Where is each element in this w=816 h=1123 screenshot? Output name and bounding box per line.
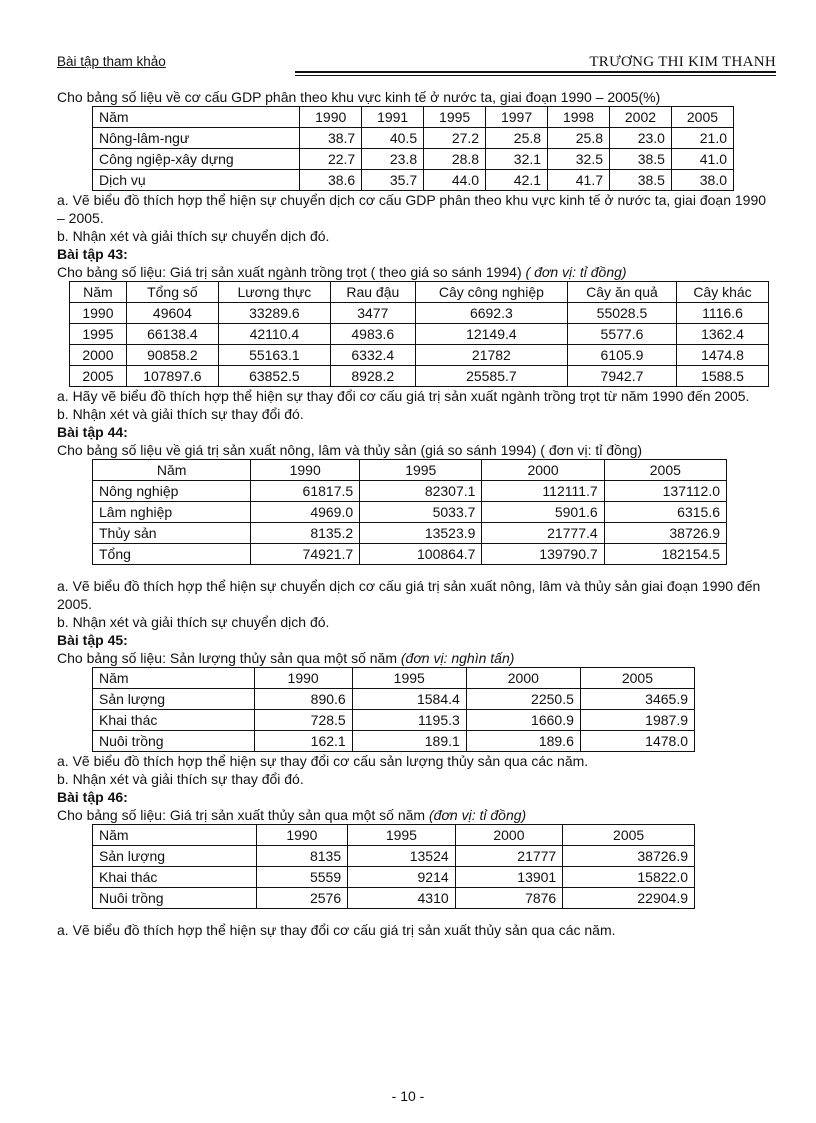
table-cell: 74921.7	[251, 544, 360, 565]
table-cell: 38.6	[300, 170, 362, 191]
fishery-value-table	[92, 824, 695, 909]
table-header-cell: 1995	[424, 107, 486, 128]
table-cell: 8928.2	[330, 366, 415, 387]
table-cell: 5559	[256, 867, 347, 888]
gdp-structure-table	[92, 106, 734, 191]
table-header-cell: Tổng số	[126, 282, 218, 303]
exercise-46-question-a: a. Vẽ biểu đồ thích hợp thể hiện sự thay đổi cơ cấu giá trị sản xuất thủy sản qua các năm.	[57, 922, 616, 938]
header-left-title: Bài tập tham khảo	[57, 54, 166, 69]
table-cell: 1474.8	[676, 345, 768, 366]
exercise-44-question-a: a. Vẽ biểu đồ thích hợp thể hiện sự chuyển dịch cơ cấu giá trị sản xuất nông, lâm và thủy sản giai đoạn 1990 đến 2005.	[57, 578, 761, 612]
table-row-label: Công ngiệp-xây dựng	[93, 149, 300, 170]
table-cell: 6315.6	[604, 502, 726, 523]
table-cell: 38.5	[610, 170, 672, 191]
table-cell: 2576	[256, 888, 347, 909]
table-cell: 33289.6	[218, 303, 330, 324]
table-cell: 40.5	[362, 128, 424, 149]
table-header-row	[93, 460, 727, 481]
table-cell: 22904.9	[563, 888, 695, 909]
table-header-row	[93, 107, 734, 128]
table-row-label: 1995	[70, 324, 127, 345]
table-cell: 22.7	[300, 149, 362, 170]
exercise-45-question-b: b. Nhận xét và giải thích sự thay đổi đó.	[57, 771, 304, 787]
table-cell: 189.1	[352, 731, 466, 752]
table-cell: 1584.4	[352, 689, 466, 710]
table-cell: 55163.1	[218, 345, 330, 366]
table-row-label: Nuôi trồng	[93, 888, 257, 909]
table-cell: 66138.4	[126, 324, 218, 345]
table-cell: 1478.0	[580, 731, 694, 752]
table-header-cell: Cây ăn quả	[567, 282, 676, 303]
table-cell: 1987.9	[580, 710, 694, 731]
table-cell: 35.7	[362, 170, 424, 191]
table-row-label: Khai thác	[93, 710, 255, 731]
header-author: TRƯƠNG THI KIM THANH	[589, 54, 776, 70]
table-cell: 38726.9	[563, 846, 695, 867]
agri-forestry-fishery-table	[92, 459, 727, 565]
table-cell: 6332.4	[330, 345, 415, 366]
exercise-45-title: Bài tập 45:	[57, 632, 128, 648]
table-cell: 162.1	[254, 731, 352, 752]
table-row	[93, 689, 695, 710]
table-cell: 5901.6	[482, 502, 604, 523]
table-cell: 4983.6	[330, 324, 415, 345]
table-row-label: Nông nghiệp	[93, 481, 251, 502]
exercise-43-statement: Cho bảng số liệu: Giá trị sản xuất ngành trồng trọt ( theo giá so sánh 1994)	[57, 264, 522, 280]
table-cell: 63852.5	[218, 366, 330, 387]
crop-production-table	[69, 281, 769, 387]
table-row	[70, 366, 769, 387]
table-cell: 1362.4	[676, 324, 768, 345]
table-header-row	[93, 825, 695, 846]
table-header-cell: 2005	[604, 460, 726, 481]
table-cell: 7942.7	[567, 366, 676, 387]
table-cell: 100864.7	[360, 544, 482, 565]
table-cell: 38726.9	[604, 523, 726, 544]
table-header-cell: 2005	[671, 107, 733, 128]
table-header-cell: 1991	[362, 107, 424, 128]
table-header-cell: 2000	[455, 825, 563, 846]
table-row	[93, 888, 695, 909]
exercise-45-text	[57, 649, 776, 667]
table-header-row	[70, 282, 769, 303]
table-row	[93, 128, 734, 149]
table-row-label: Nông-lâm-ngư	[93, 128, 300, 149]
table-row-label: 2000	[70, 345, 127, 366]
table-row	[93, 149, 734, 170]
table-cell: 1660.9	[466, 710, 580, 731]
table-row-label: Thủy sản	[93, 523, 251, 544]
table-row	[93, 170, 734, 191]
table-cell: 28.8	[424, 149, 486, 170]
table-cell: 38.0	[671, 170, 733, 191]
exercise-46-title: Bài tập 46:	[57, 789, 128, 805]
table-row-label: Dịch vụ	[93, 170, 300, 191]
table-row	[70, 345, 769, 366]
table-row-label: Nuôi trồng	[93, 731, 255, 752]
table-cell: 8135.2	[251, 523, 360, 544]
table-header-cell: 2005	[563, 825, 695, 846]
exercise-43-unit: ( đơn vị: tỉ đồng)	[525, 264, 627, 280]
table-row-label: Sản lượng	[93, 846, 257, 867]
table-header-cell: 1995	[360, 460, 482, 481]
table-cell: 4310	[348, 888, 456, 909]
table-cell: 107897.6	[126, 366, 218, 387]
exercise-43-question-a: a. Hãy vẽ biểu đồ thích hợp thể hiện sự thay đổi cơ cấu giá trị sản xuất ngành trồng trọt từ năm 1990 đến 2005.	[57, 388, 750, 404]
intro-question-b: b. Nhận xét và giải thích sự chuyển dịch đó.	[57, 228, 330, 244]
table-cell: 6105.9	[567, 345, 676, 366]
table-header-cell: 1990	[300, 107, 362, 128]
table-cell: 27.2	[424, 128, 486, 149]
table-cell: 32.1	[486, 149, 548, 170]
table-cell: 25.8	[486, 128, 548, 149]
table-cell: 1588.5	[676, 366, 768, 387]
table-header-cell: Năm	[70, 282, 127, 303]
exercise-46-unit: (đơn vị: tỉ đồng)	[429, 807, 527, 823]
table-header-cell: Năm	[93, 825, 257, 846]
table-row-label: Tổng	[93, 544, 251, 565]
table-header-cell: 2000	[466, 668, 580, 689]
table-cell: 5033.7	[360, 502, 482, 523]
table-header-cell: 2005	[580, 668, 694, 689]
table-cell: 2250.5	[466, 689, 580, 710]
exercise-44-title: Bài tập 44:	[57, 424, 128, 440]
table-cell: 9214	[348, 867, 456, 888]
table-row-label: 2005	[70, 366, 127, 387]
table-cell: 21.0	[671, 128, 733, 149]
exercise-45-question-a: a. Vẽ biểu đồ thích hợp thể hiện sự thay đổi cơ cấu sản lượng thủy sản qua các năm.	[57, 753, 589, 769]
table-cell: 82307.1	[360, 481, 482, 502]
table-cell: 25.8	[548, 128, 610, 149]
table-cell: 1116.6	[676, 303, 768, 324]
table-cell: 8135	[256, 846, 347, 867]
table-row	[93, 731, 695, 752]
fishery-output-table	[92, 667, 695, 752]
exercise-44-text: Cho bảng số liệu về giá trị sản xuất nông, lâm và thủy sản (giá so sánh 1994) ( đơn vị: tỉ đồng)	[57, 442, 643, 458]
table-header-row	[93, 668, 695, 689]
exercise-46-statement: Cho bảng số liệu: Giá trị sản xuất thủy sản qua một số năm	[57, 807, 426, 823]
table-cell: 189.6	[466, 731, 580, 752]
table-cell: 5577.6	[567, 324, 676, 345]
table-row	[93, 523, 727, 544]
table-cell: 139790.7	[482, 544, 604, 565]
table-cell: 42.1	[486, 170, 548, 191]
table-cell: 61817.5	[251, 481, 360, 502]
table-header-cell: Cây công nghiệp	[415, 282, 567, 303]
table-cell: 21777.4	[482, 523, 604, 544]
table-cell: 41.7	[548, 170, 610, 191]
table-header-cell: 1995	[352, 668, 466, 689]
table-header-cell: Năm	[93, 668, 255, 689]
table-row	[93, 481, 727, 502]
table-cell: 13901	[455, 867, 563, 888]
table-header-cell: Năm	[93, 460, 251, 481]
table-cell: 44.0	[424, 170, 486, 191]
exercise-46-text	[57, 806, 776, 824]
table-header-cell: 2000	[482, 460, 604, 481]
exercise-43-text	[57, 263, 776, 281]
table-cell: 3465.9	[580, 689, 694, 710]
table-cell: 49604	[126, 303, 218, 324]
table-row	[93, 846, 695, 867]
table-cell: 55028.5	[567, 303, 676, 324]
table-header-cell: Lương thực	[218, 282, 330, 303]
table-header-cell: 1995	[348, 825, 456, 846]
table-cell: 13524	[348, 846, 456, 867]
table-header-cell: 1997	[486, 107, 548, 128]
table-header-cell: Cây khác	[676, 282, 768, 303]
table-header-cell: 1990	[256, 825, 347, 846]
table-cell: 21777	[455, 846, 563, 867]
table-header-cell: 1990	[254, 668, 352, 689]
page-header	[57, 52, 776, 70]
table-row-label: Lâm nghiệp	[93, 502, 251, 523]
table-row	[93, 710, 695, 731]
table-cell: 38.5	[610, 149, 672, 170]
document-page	[57, 52, 776, 939]
table-cell: 42110.4	[218, 324, 330, 345]
exercise-45-statement: Cho bảng số liệu: Sản lượng thủy sản qua một số năm	[57, 650, 397, 666]
table-cell: 23.8	[362, 149, 424, 170]
table-cell: 23.0	[610, 128, 672, 149]
table-row	[70, 324, 769, 345]
table-row	[93, 867, 695, 888]
table-header-cell: Rau đậu	[330, 282, 415, 303]
table-row-label: 1990	[70, 303, 127, 324]
table-cell: 90858.2	[126, 345, 218, 366]
table-cell: 41.0	[671, 149, 733, 170]
table-row	[93, 502, 727, 523]
intro-question-a: a. Vẽ biểu đồ thích hợp thể hiện sự chuyển dịch cơ cấu GDP phân theo khu vực kinh tế ở nước ta, giai đoạn 1990 – 2005.	[57, 192, 767, 226]
table-cell: 112111.7	[482, 481, 604, 502]
exercise-44-question-b: b. Nhận xét và giải thích sự chuyển dịch đó.	[57, 614, 330, 630]
table-cell: 25585.7	[415, 366, 567, 387]
table-header-cell: Năm	[93, 107, 300, 128]
table-cell: 4969.0	[251, 502, 360, 523]
exercise-45-unit: (đơn vị: nghìn tấn)	[400, 650, 515, 666]
table-cell: 3477	[330, 303, 415, 324]
table-cell: 32.5	[548, 149, 610, 170]
table-cell: 728.5	[254, 710, 352, 731]
header-rule-thick	[295, 71, 776, 73]
table-cell: 137112.0	[604, 481, 726, 502]
exercise-43-question-b: b. Nhận xét và giải thích sự thay đổi đó.	[57, 406, 304, 422]
page-number: - 10 -	[391, 1088, 425, 1104]
table-cell: 1195.3	[352, 710, 466, 731]
table-cell: 21782	[415, 345, 567, 366]
table-cell: 38.7	[300, 128, 362, 149]
table-row	[93, 544, 727, 565]
table-cell: 7876	[455, 888, 563, 909]
table-cell: 6692.3	[415, 303, 567, 324]
table-cell: 182154.5	[604, 544, 726, 565]
table-row-label: Khai thác	[93, 867, 257, 888]
table-cell: 12149.4	[415, 324, 567, 345]
table-row-label: Sản lượng	[93, 689, 255, 710]
exercise-43-title: Bài tập 43:	[57, 246, 128, 262]
table-row	[70, 303, 769, 324]
table-cell: 890.6	[254, 689, 352, 710]
table-header-cell: 2002	[610, 107, 672, 128]
table-cell: 13523.9	[360, 523, 482, 544]
intro-text: Cho bảng số liệu về cơ cấu GDP phân theo khu vực kinh tế ở nước ta, giai đoạn 1990 – 2005(%)	[57, 89, 661, 105]
table-header-cell: 1990	[251, 460, 360, 481]
table-header-cell: 1998	[548, 107, 610, 128]
table-cell: 15822.0	[563, 867, 695, 888]
